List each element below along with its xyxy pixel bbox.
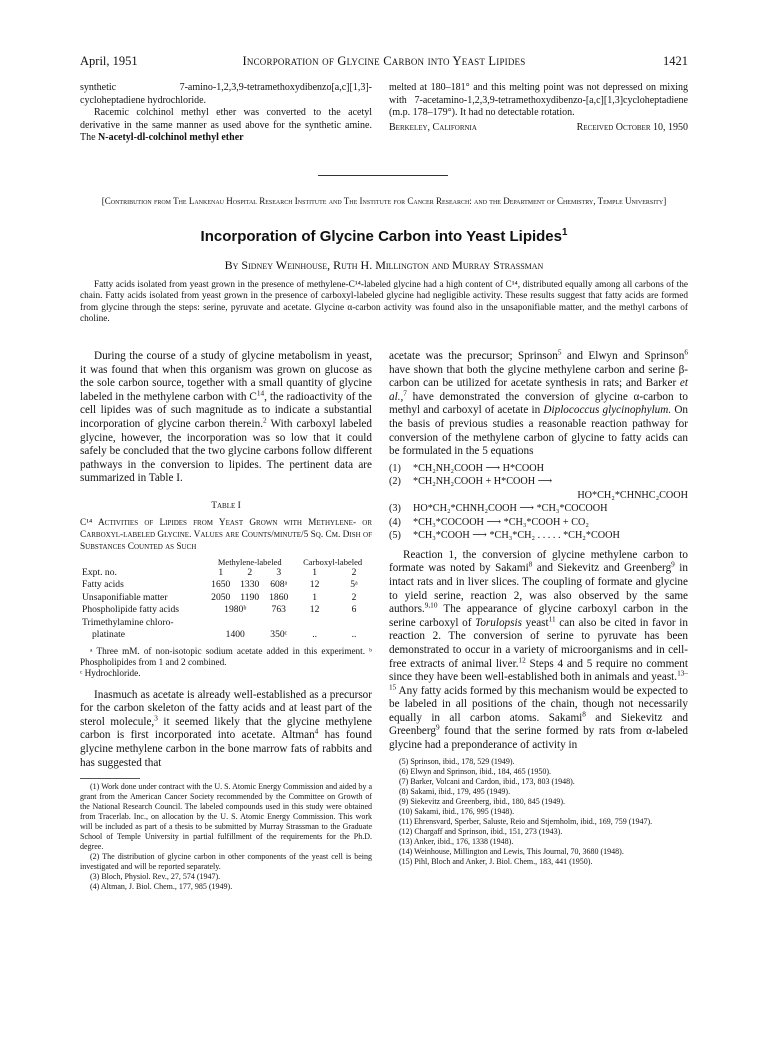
footnote: (15) Pihl, Bloch and Anker, J. Biol. Chem., 183, 441 (1950). — [399, 856, 593, 866]
column-group-methylene: Methylene-labeled — [217, 556, 282, 567]
prev-paragraph-3: melted at 180–181° and this melting point was not depressed on mixing with 7-acetamino-1,2,3,9-tetramethoxydibenzo-[a,c][1,3]cycloheptadiene (m.p. 178–179°). It had no detectable rotation. — [389, 82, 688, 119]
footnote-rule — [80, 778, 140, 779]
header-running-title: Incorporation of Glycine Carbon into Yeast Lipides — [242, 54, 526, 68]
compound-name: N-acetyl-dl-colchinol methyl ether — [98, 132, 244, 144]
left-column — [80, 350, 372, 892]
footnote: (9) Siekevitz and Greenberg, ibid., 180, 845 (1949). — [399, 796, 566, 806]
prev-paragraph-2: Racemic colchinol methyl ether was converted to the acetyl derivative in the same manner as used above for the synthetic amine. The N-acetyl-dl-colchinol methyl ether — [80, 107, 372, 144]
table-row: Expt. no. 1 2 3 1 2 — [82, 566, 357, 578]
footnote: (13) Anker, ibid., 176, 1338 (1948). — [399, 836, 514, 846]
footnote: (7) Barker, Volcani and Cardon, ibid., 173, 803 (1948). — [399, 776, 575, 786]
equation: (5) *CH₃*COOH ⟶ *CH₃*CH₂ . . . . . *CH₂*COOH — [389, 530, 620, 542]
previous-article-end-right — [389, 82, 688, 134]
title-footnote-mark: 1 — [562, 227, 568, 238]
received-line — [389, 122, 688, 135]
footnote: (5) Sprinson, ibid., 178, 529 (1949). — [399, 756, 515, 766]
footnote: (12) Chargaff and Sprinson, ibid., 151, 273 (1943). — [399, 826, 563, 836]
table-header-row — [80, 557, 372, 567]
footnotes-left — [80, 782, 372, 892]
equation-continuation: HO*CH₂*CHNHC₂COOH — [577, 489, 688, 501]
intro-paragraph: During the course of a study of glycine metabolism in yeast, it was found that when this organism was grown on glucose as the sole carbon source, together with a small quantity of glycine labeled in the methylene carbon with $C^{14}$, the radioactivity of the cell lipides was of such magnitude as to indicate a substantial incorporation of glycine carbon therein.$^2$ With carboxyl labeled glycine, however, the incorporation was so low that it could safely be concluded that the two glycine carbons follow different pathways in the conversion to lipides. The pertinent data are summarized in Table I. — [80, 350, 372, 485]
prev-paragraph-1: synthetic 7-amino-1,2,3,9-tetramethoxydibenzo[a,c][1,3]-cycloheptadiene hydrochloride. — [80, 82, 372, 106]
footnote: (3) Bloch, Physiol. Rev., 27, 574 (1947). — [90, 872, 221, 882]
reaction-equations — [389, 462, 688, 543]
header-page-number: 1421 — [663, 54, 688, 68]
footnote: (14) Weinhouse, Millington and Lewis, This Journal, 70, 3680 (1948). — [399, 846, 624, 856]
author-line: By Sidney Weinhouse, Ruth H. Millington and Murray Strassman — [224, 258, 544, 272]
data-table — [80, 557, 372, 642]
footnote: (1) Work done under contract with the U. S. Atomic Energy Commission and aided by a grant from the American Cancer Society recommended by the Committee on Growth of the National Research Council. The labeled compounds used in this study were obtained from Tracerlab. Inc., on allocation by the U. S. Atomic Energy Commission. This work will be included as part of a thesis to be submitted by Murray Strassman to the Graduate School of Temple University in partial fulfillment of the requirements for the Ph.D. degree. — [80, 782, 372, 852]
equation: (1) *CH₂NH₂COOH ⟶ H*COOH — [389, 462, 544, 474]
header-date: April, 1951 — [80, 54, 138, 68]
equation: (2) *CH₂NH₂COOH + H*COOH ⟶ — [389, 476, 553, 488]
paragraph-acetate: Inasmuch as acetate is already well-established as a precursor for the carbon skeleton of the fatty acids and at least part of the sterol molecule,$^3$ it seemed likely that the glycine methylene carbon is first incorporated into acetate. Altman$^4$ has found glycine methylene carbon in the bone marrow fats of rabbits and has suggested that — [80, 688, 373, 769]
footnote: (10) Sakami, ibid., 176, 995 (1948). — [399, 806, 515, 816]
footnote: (8) Sakami, ibid., 179, 495 (1949). — [399, 786, 511, 796]
contribution-line: [Contribution from The Lankenau Hospital Research Institute and The Institute for Cancer Research: and the Department of Chemistry, Temple University] — [101, 196, 667, 206]
received-date: Received October 10, 1950 — [576, 121, 688, 133]
table-notes: ᵃ Three mM. of non-isotopic sodium acetate added in this experiment. ᵇ Phospholipides from 1 and 2 combined. ᶜ Hydrochloride. — [80, 645, 373, 678]
previous-article-end-left — [80, 82, 372, 145]
table-row: Unsaponifiable matter 2050 1190 1860 1 2 — [82, 591, 357, 603]
running-header — [80, 54, 688, 72]
footnotes-right — [389, 757, 688, 867]
reaction-paragraph: Reaction 1, the conversion of glycine methylene carbon to formate was noted by Sakami$^8$ and Siekevitz and Greenberg$^9$ in intact rats and in liver slices. The coupling of formate and glycine to yield serine, reaction 2, was also observed by the same authors.$^{9,10}$ The appearance of glycine carboxyl carbon in the serine carboxyl of Torulopsis yeast$^{11}$ can also be cited in favor in reaction 2. The conversion of serine to pyruvate has been demonstrated to occur in a variety of microorganisms and in cell-free extracts of animal liver.$^{12}$ Steps 4 and 5 require no comment since they have been well-established both in animals and yeast.$^{13-15}$ Any fatty acids formed by this mechanism would be expected to be labeled in all positions of the chain, though not necessarily equally in all carbon atoms. Sakami$^8$ and Siekevitz and Greenberg$^9$ found that the serine formed by rats from α-labeled glycine had a preponderance of activity in — [389, 548, 689, 752]
table-row: platinate 1400 350ᶜ .. .. — [92, 629, 357, 641]
table-row: Fatty acids 1650 1330 608ᵃ 12 5ᵃ — [82, 579, 358, 591]
right-column — [389, 350, 688, 867]
equation: (4) *CH₃*COCOOH ⟶ *CH₃*COOH + CO₂ — [389, 516, 589, 528]
equation: (3) HO*CH₂*CHNH₂COOH ⟶ *CH₃*COCOOH — [389, 503, 608, 515]
table-caption: C¹⁴ Activities of Lipides from Yeast Grown with Methylene- or Carboxyl-labeled Glycine. Values are Counts/minute/5 Sq. Cm. Dish of Substances Counted as Such — [80, 517, 372, 552]
footnote: (2) The distribution of glycine carbon in other components of the yeast cell is being investigated and will be reported separately. — [80, 852, 372, 872]
section-divider — [318, 175, 448, 176]
precursor-paragraph: acetate was the precursor; Sprinson$^5$ and Elwyn and Sprinson$^6$ have shown that both the glycine methylene carbon and serine β-carbon can be utilized for acetate synthesis in rats; and Barker et al.,$^7$ have demonstrated the conversion of glycine α-carbon to methyl and carboxyl of acetate in Diplococcus glycinophylum. On the basis of previous studies a reasonable reaction pathway for conversion of the methylene carbon of glycine to fatty acids can be formulated in the 5 equations — [389, 348, 688, 458]
table-row: Trimethylamine chloro- — [82, 616, 174, 628]
table-row: Phospholipide fatty acids 1980ᵇ 763 12 6 — [82, 604, 357, 616]
location: Berkeley, California — [389, 121, 477, 133]
abstract: Fatty acids isolated from yeast grown in the presence of methylene-C¹⁴-labeled glycine had a high content of C¹⁴, distributed equally among all carbons of the chain. Fatty acids isolated from yeast grown in the presence of carboxyl-labeled glycine had negligible activity. These results suggest that fatty acids are formed from glycine through the steps: serine, pyruvate and acetate. Glycine α-carbon activity was found also in the unsaponifiable matter, and the methyl carbons of choline. — [80, 280, 688, 325]
table-label: Table I — [211, 500, 241, 511]
article-title: Incorporation of Glycine Carbon into Yeast Lipides$^1$ — [200, 227, 568, 245]
footnote: (4) Altman, J. Biol. Chem., 177, 985 (1949). — [90, 882, 233, 892]
footnote: (11) Ehrensvard, Sperber, Saluste, Reio and Stjernholm, ibid., 169, 759 (1947). — [399, 816, 653, 826]
footnote: (6) Elwyn and Sprinson, ibid., 184, 465 (1950). — [399, 766, 551, 776]
column-group-carboxyl: Carboxyl-labeled — [303, 556, 363, 567]
